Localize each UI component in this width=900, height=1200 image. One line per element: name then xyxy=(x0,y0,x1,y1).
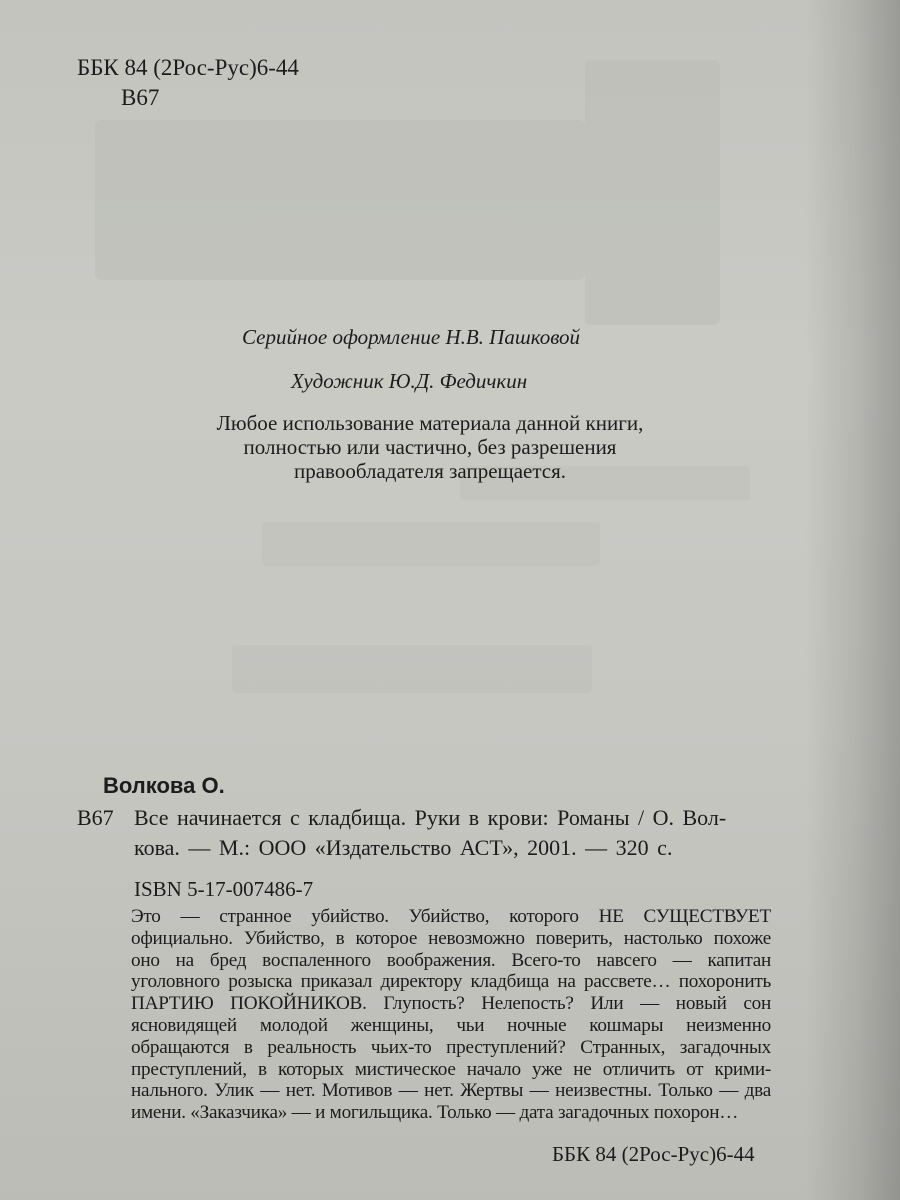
annotation-line: уголовного розыска приказал директору кладбища на рассвете… похоронить xyxy=(131,971,771,993)
bbk-index-top: ББК 84 (2Рос-Рус)6-44 xyxy=(77,55,299,80)
annotation-line: Это — странное убийство. Убийство, которого НЕ СУЩЕСТВУЕТ xyxy=(131,906,771,927)
isbn: ISBN 5-17-007486-7 xyxy=(134,877,314,901)
copyright-notice: Любое использование материала данной книги, полностью или частично, без разрешения правообладателя запрещается. xyxy=(216,411,644,483)
author-code: В67 xyxy=(77,805,114,830)
bbk-index-bottom: ББК 84 (2Рос-Рус)6-44 xyxy=(552,1142,755,1166)
author-name: Волкова О. xyxy=(103,773,225,798)
bibliographic-description-line: кова. — М.: ООО «Издательство АСТ», 2001. — 320 с. xyxy=(134,835,673,860)
annotation-line: ПАРТИЮ ПОКОЙНИКОВ. Глупость? Нелепость? Или — новый сон xyxy=(131,993,771,1015)
annotation-line: нального. Улик — нет. Мотивов — нет. Жертвы — неизвестны. Только — два xyxy=(131,1080,771,1102)
binding-shadow xyxy=(805,0,900,1200)
annotation-line: обращаются в реальность чьих-то преступлений? Странных, загадочных xyxy=(131,1036,771,1058)
author-code-top: В67 xyxy=(121,85,160,110)
annotation-line: официально. Убийство, в которое невозможно поверить, настолько похоже xyxy=(131,927,771,949)
bleed-through-shape xyxy=(95,120,585,280)
bibliographic-description-line: Все начинается с кладбища. Руки в крови: Романы / О. Вол- xyxy=(134,805,727,830)
annotation-line: оно на бред воспаленного воображения. Всего-то навсего — капитан xyxy=(131,949,771,971)
annotation-line: имени. «Заказчика» — и могильщика. Только — дата загадочных похорон… xyxy=(131,1102,739,1124)
bleed-through-shape xyxy=(585,60,720,325)
artist-credit: Художник Ю.Д. Федичкин xyxy=(291,369,528,393)
annotation-line: ясновидящей молодой женщины, чьи ночные кошмары неизменно xyxy=(131,1014,771,1036)
series-design-credit: Серийное оформление Н.В. Пашковой xyxy=(242,325,581,349)
annotation-line: преступлений, в которых мистическое начало уже не отличить от крими- xyxy=(131,1058,771,1080)
bleed-through-shape xyxy=(262,522,600,566)
annotation-paragraph xyxy=(131,906,771,1124)
bleed-through-shape xyxy=(232,645,592,693)
